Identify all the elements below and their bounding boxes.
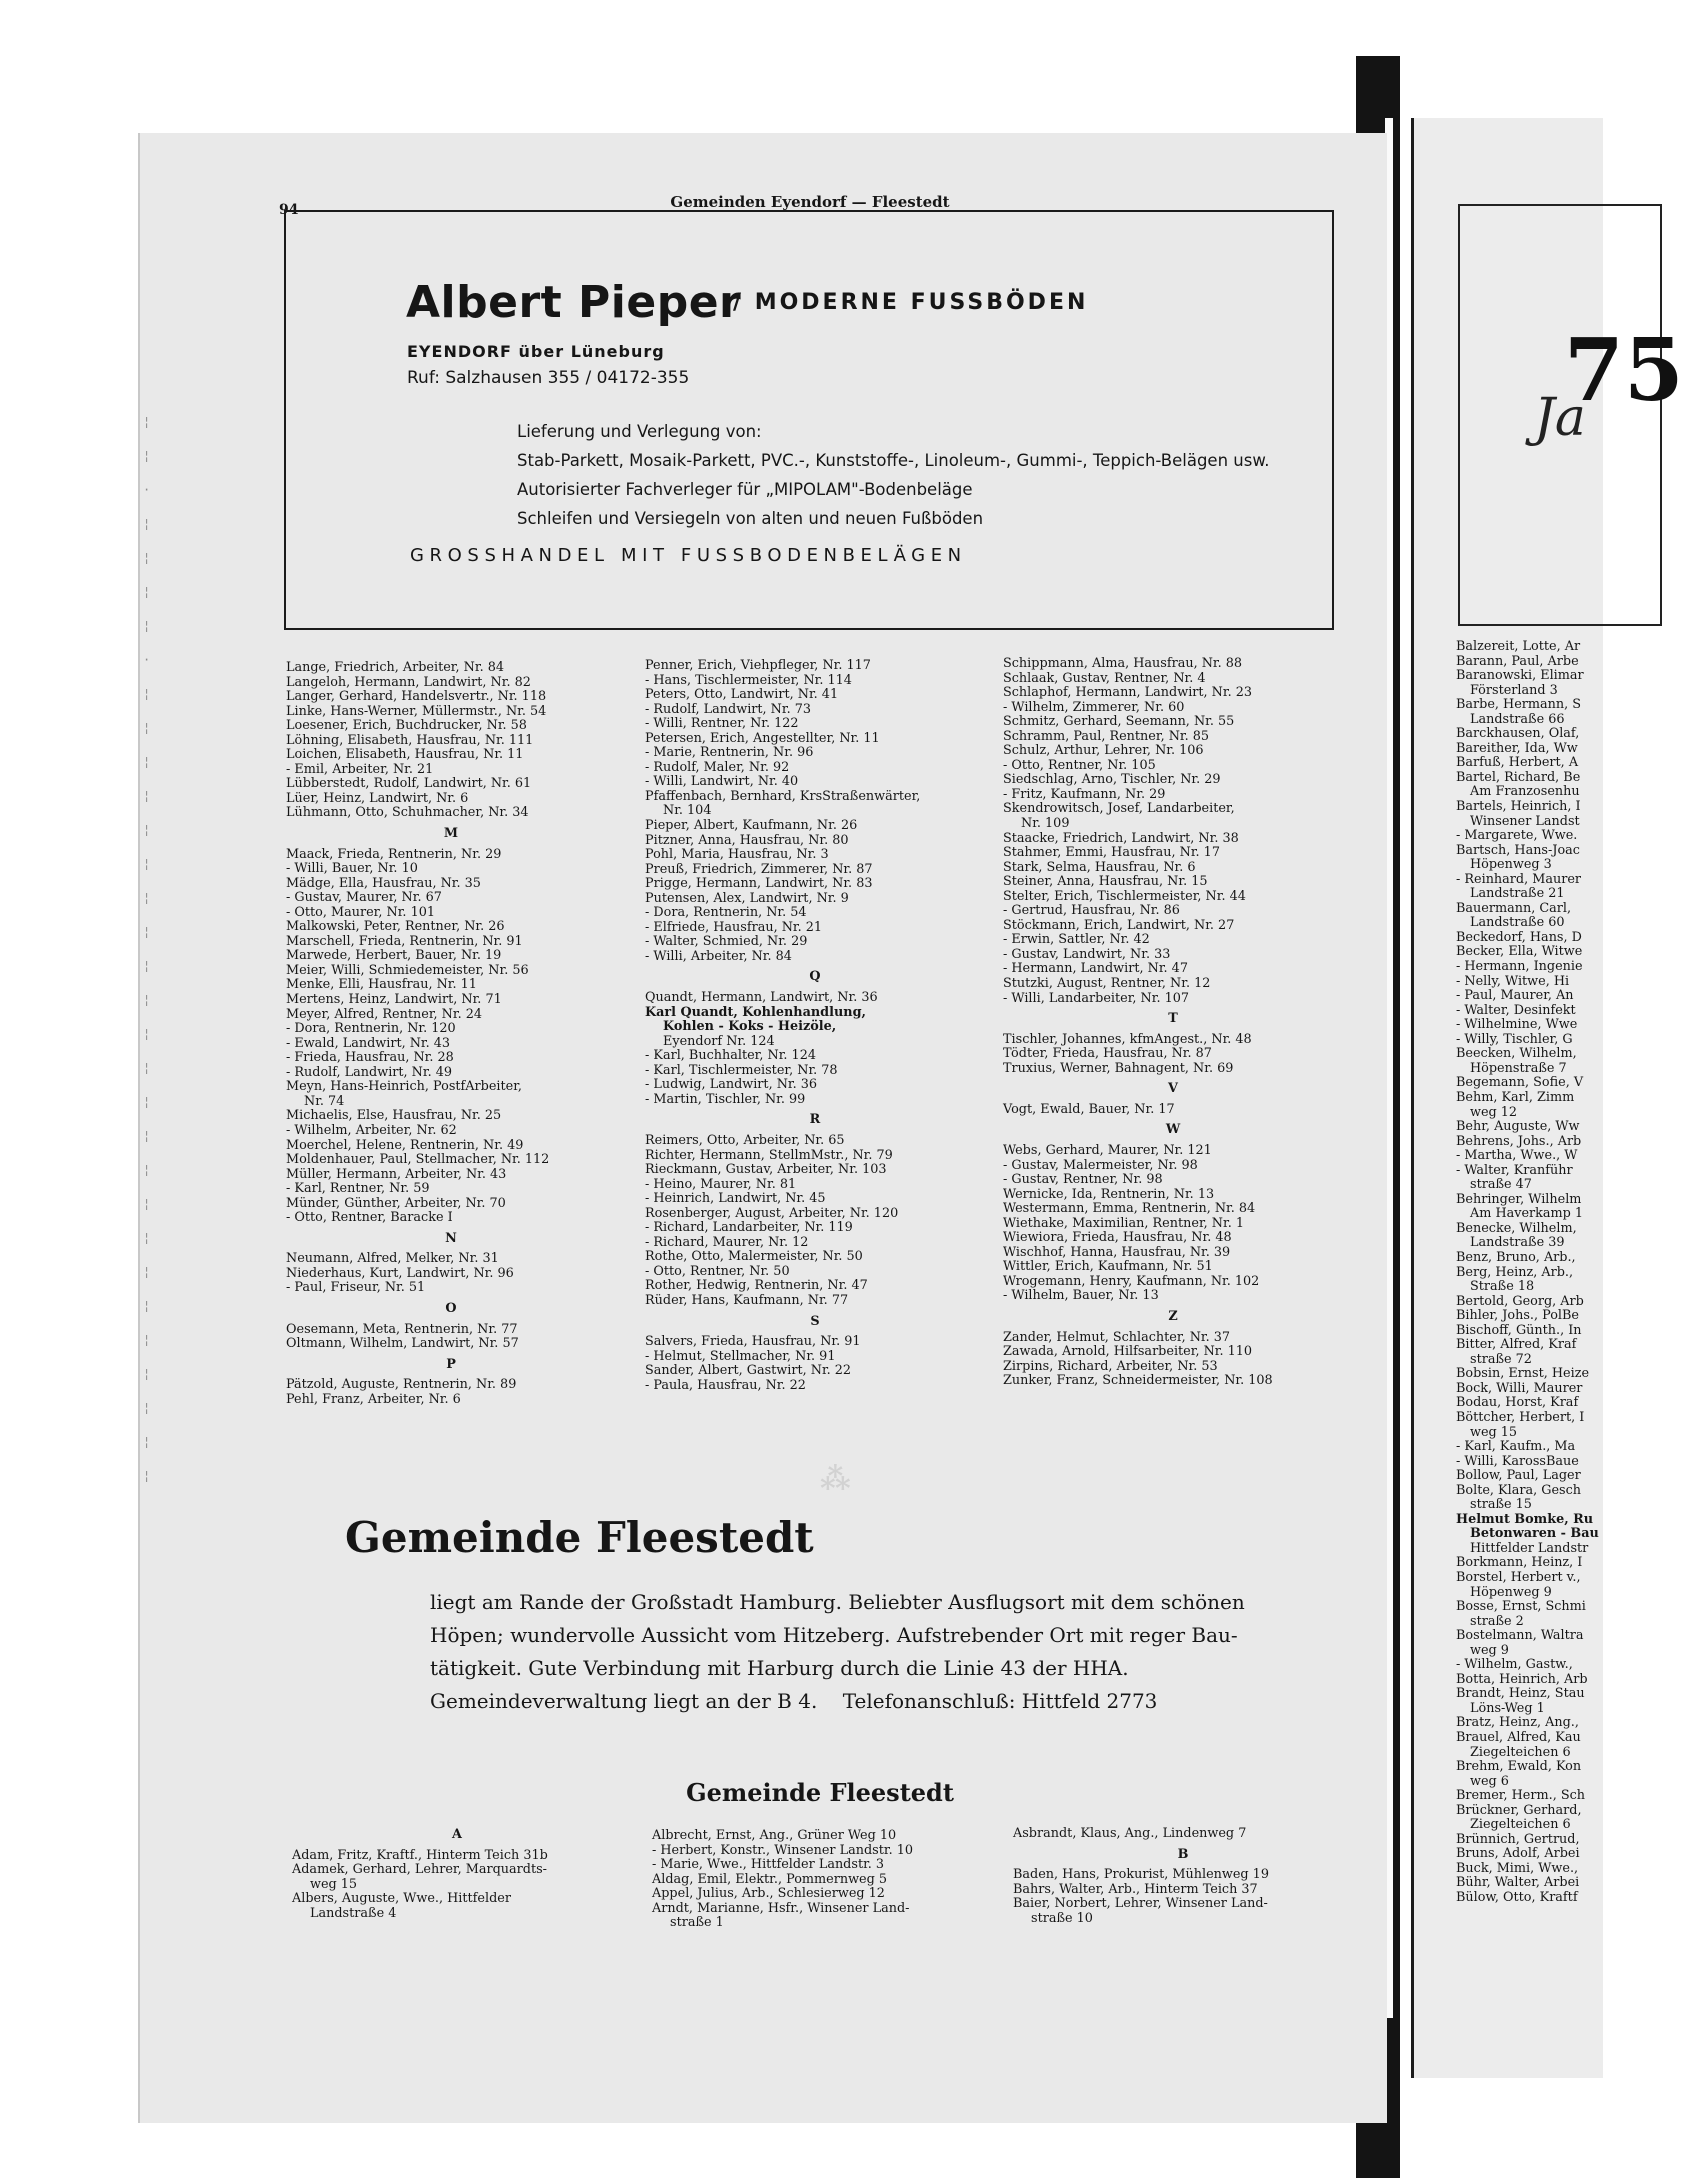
directory-entry: - Hermann, Landwirt, Nr. 47 <box>1003 961 1188 977</box>
directory-entry: Nr. 104 <box>663 803 712 819</box>
directory-entry: Bischoff, Günth., In <box>1456 1322 1582 1338</box>
directory-entry: Rosenberger, August, Arbeiter, Nr. 120 <box>645 1205 899 1221</box>
directory-entry: - Richard, Landarbeiter, Nr. 119 <box>645 1220 853 1236</box>
fleestedt-intro <box>430 1586 1300 1718</box>
directory-entry: - Gustav, Rentner, Nr. 98 <box>1003 1172 1163 1188</box>
page-number: 94 <box>279 202 299 218</box>
directory-entry: - Erwin, Sattler, Nr. 42 <box>1003 932 1150 948</box>
directory-entry: Pätzold, Auguste, Rentnerin, Nr. 89 <box>286 1377 517 1393</box>
directory-entry: Prigge, Hermann, Landwirt, Nr. 83 <box>645 876 873 892</box>
alphabet-heading: T <box>1168 1011 1178 1027</box>
directory-entry: Lüer, Heinz, Landwirt, Nr. 6 <box>286 790 469 806</box>
directory-entry: weg 9 <box>1470 1642 1509 1658</box>
directory-entry: Schulz, Arthur, Lehrer, Nr. 106 <box>1003 743 1204 759</box>
directory-entry: Brehm, Ewald, Kon <box>1456 1759 1582 1775</box>
directory-entry: Meyer, Alfred, Rentner, Nr. 24 <box>286 1006 482 1022</box>
directory-entry: - Willy, Tischler, G <box>1456 1031 1573 1047</box>
directory-entry: Barfuß, Herbert, A <box>1456 755 1579 771</box>
directory-entry: Münder, Günther, Arbeiter, Nr. 70 <box>286 1195 506 1211</box>
directory-entry: - Willi, Landwirt, Nr. 40 <box>645 774 799 790</box>
directory-entry: - Paula, Hausfrau, Nr. 22 <box>645 1377 806 1393</box>
directory-entry: Rüder, Hans, Kaufmann, Nr. 77 <box>645 1292 849 1308</box>
ad-services <box>517 417 1270 533</box>
directory-entry: Winsener Landst <box>1470 813 1580 829</box>
directory-entry: Barann, Paul, Arbe <box>1456 653 1579 669</box>
directory-entry: straße 10 <box>1031 1910 1093 1926</box>
directory-entry: - Margarete, Wwe. <box>1456 828 1578 844</box>
directory-entry: Am Haverkamp 1 <box>1470 1206 1584 1222</box>
directory-entry: Nr. 109 <box>1021 816 1070 832</box>
directory-entry: Eyendorf Nr. 124 <box>663 1033 775 1049</box>
directory-entry: - Wilhelmine, Wwe <box>1456 1017 1578 1033</box>
directory-entry: Marwede, Herbert, Bauer, Nr. 19 <box>286 948 502 964</box>
directory-entry: Stahmer, Emmi, Hausfrau, Nr. 17 <box>1003 845 1220 861</box>
directory-entry: - Otto, Rentner, Nr. 105 <box>1003 757 1156 773</box>
ad-location-text: EYENDORF über Lüneburg <box>407 342 665 361</box>
directory-entry: Bock, Willi, Maurer <box>1456 1380 1583 1396</box>
directory-entry: Petersen, Erich, Angestellter, Nr. 11 <box>645 730 880 746</box>
directory-entry: Helmut Bomke, Ru <box>1456 1511 1594 1527</box>
ad-tagline: / MODERNE FUSSBÖDEN <box>733 290 1089 315</box>
alphabet-heading: S <box>810 1313 820 1329</box>
directory-entry: - Rudolf, Landwirt, Nr. 49 <box>286 1064 453 1080</box>
directory-entry: Bosse, Ernst, Schmi <box>1456 1599 1586 1615</box>
directory-entry: - Karl, Buchhalter, Nr. 124 <box>645 1048 816 1064</box>
directory-entry: Straße 18 <box>1470 1279 1535 1295</box>
directory-entry: Höpenstraße 7 <box>1470 1060 1567 1076</box>
directory-entry: Bahrs, Walter, Arb., Hinterm Teich 37 <box>1013 1881 1258 1897</box>
directory-entry: Bremer, Herm., Sch <box>1456 1788 1586 1804</box>
directory-entry: Stelter, Erich, Tischlermeister, Nr. 44 <box>1003 888 1246 904</box>
directory-entry: Bratz, Heinz, Ang., <box>1456 1715 1579 1731</box>
directory-entry: Lühmann, Otto, Schuhmacher, Nr. 34 <box>286 805 529 821</box>
directory-entry: Tischler, Johannes, kfmAngest., Nr. 48 <box>1003 1031 1252 1047</box>
directory-entry: Brünnich, Gertrud, <box>1456 1831 1580 1847</box>
directory-entry: Ziegelteichen 6 <box>1470 1744 1571 1760</box>
directory-entry: Richter, Hermann, StellmMstr., Nr. 79 <box>645 1147 893 1163</box>
directory-entry: Buck, Mimi, Wwe., <box>1456 1860 1579 1876</box>
directory-entry: Oesemann, Meta, Rentnerin, Nr. 77 <box>286 1321 518 1337</box>
directory-entry: - Wilhelm, Bauer, Nr. 13 <box>1003 1288 1159 1304</box>
directory-entry: - Wilhelm, Zimmerer, Nr. 60 <box>1003 699 1185 715</box>
directory-entry: Peters, Otto, Landwirt, Nr. 41 <box>645 687 839 703</box>
alphabet-heading: M <box>443 826 459 842</box>
directory-entry: weg 6 <box>1470 1773 1509 1789</box>
directory-entry: Langeloh, Hermann, Landwirt, Nr. 82 <box>286 674 531 690</box>
directory-entry: Reimers, Otto, Arbeiter, Nr. 65 <box>645 1132 845 1148</box>
directory-entry: Schlaphof, Hermann, Landwirt, Nr. 23 <box>1003 685 1253 701</box>
directory-entry: Truxius, Werner, Bahnagent, Nr. 69 <box>1003 1060 1234 1076</box>
directory-entry: weg 12 <box>1470 1104 1518 1120</box>
directory-entry: Loichen, Elisabeth, Hausfrau, Nr. 11 <box>286 747 524 763</box>
directory-entry: Quandt, Hermann, Landwirt, Nr. 36 <box>645 990 878 1006</box>
directory-entry: Betonwaren - Bau <box>1470 1526 1599 1542</box>
directory-entry: Behm, Karl, Zimm <box>1456 1089 1575 1105</box>
directory-entry: Wischhof, Hanna, Hausfrau, Nr. 39 <box>1003 1244 1231 1260</box>
fleestedt-column-3 <box>1013 1827 1353 1926</box>
directory-entry: Malkowski, Peter, Rentner, Nr. 26 <box>286 919 505 935</box>
directory-entry: - Fritz, Kaufmann, Nr. 29 <box>1003 786 1166 802</box>
directory-entry: Brückner, Gerhard, <box>1456 1802 1582 1818</box>
directory-entry: - Walter, Desinfekt <box>1456 1002 1576 1018</box>
directory-entry: - Gertrud, Hausfrau, Nr. 86 <box>1003 903 1180 919</box>
directory-entry: weg 15 <box>310 1876 358 1892</box>
directory-entry: - Frieda, Hausfrau, Nr. 28 <box>286 1050 454 1066</box>
directory-entry: Pfaffenbach, Bernhard, KrsStraßenwärter, <box>645 788 921 804</box>
intro-line: tätigkeit. Gute Verbindung mit Harburg durch die Linie 43 der HHA. <box>430 1656 1129 1680</box>
directory-entry: Zawada, Arnold, Hilfsarbeiter, Nr. 110 <box>1003 1344 1253 1360</box>
directory-entry: - Gustav, Maurer, Nr. 67 <box>286 890 442 906</box>
directory-entry: - Marie, Rentnerin, Nr. 96 <box>645 745 814 761</box>
directory-entry: - Wilhelm, Gastw., <box>1456 1657 1573 1673</box>
directory-entry: Rother, Hedwig, Rentnerin, Nr. 47 <box>645 1278 868 1294</box>
directory-entry: - Willi, Bauer, Nr. 10 <box>286 861 418 877</box>
directory-entry: Botta, Heinrich, Arb <box>1456 1671 1588 1687</box>
directory-entry: Moerchel, Helene, Rentnerin, Nr. 49 <box>286 1137 524 1153</box>
alphabet-heading: Z <box>1168 1308 1178 1324</box>
directory-entry: Schramm, Paul, Rentner, Nr. 85 <box>1003 728 1210 744</box>
directory-entry: - Heino, Maurer, Nr. 81 <box>645 1176 797 1192</box>
directory-entry: Landstraße 4 <box>310 1905 397 1921</box>
directory-entry: Preuß, Friedrich, Zimmerer, Nr. 87 <box>645 861 873 877</box>
directory-entry: - Gustav, Landwirt, Nr. 33 <box>1003 946 1171 962</box>
directory-entry: Appel, Julius, Arb., Schlesierweg 12 <box>652 1886 885 1902</box>
directory-entry: Baranowski, Elimar <box>1456 668 1584 684</box>
right-page <box>1411 118 1684 2078</box>
directory-entry: - Marie, Wwe., Hittfelder Landstr. 3 <box>652 1857 885 1873</box>
directory-entry: straße 2 <box>1470 1613 1524 1629</box>
directory-entry: - Willi, KarossBaue <box>1456 1453 1579 1469</box>
directory-entry: Brandt, Heinz, Stau <box>1456 1686 1585 1702</box>
directory-entry: Bartel, Richard, Be <box>1456 769 1581 785</box>
directory-entry: Beecken, Wilhelm, <box>1456 1046 1577 1062</box>
directory-entry: Zander, Helmut, Schlachter, Nr. 37 <box>1003 1329 1231 1345</box>
directory-entry: - Walter, Schmied, Nr. 29 <box>645 934 808 950</box>
directory-entry: - Karl, Rentner, Nr. 59 <box>286 1181 430 1197</box>
directory-entry: Linke, Hans-Werner, Müllermstr., Nr. 54 <box>286 703 547 719</box>
ad-phone: Ruf: Salzhausen 355 / 04172-355 <box>407 368 690 388</box>
directory-entry: - Hermann, Ingenie <box>1456 959 1583 975</box>
directory-entry: - Wilhelm, Arbeiter, Nr. 62 <box>286 1122 457 1138</box>
directory-entry: Nr. 74 <box>304 1093 345 1109</box>
ad-wholesale-line: GROSSHANDEL MIT FUSSBODENBELÄGEN <box>410 545 967 566</box>
directory-entry: Behrens, Johs., Arb <box>1456 1133 1582 1149</box>
directory-entry: - Willi, Landarbeiter, Nr. 107 <box>1003 990 1190 1006</box>
directory-entry: Am Franzosenhu <box>1470 784 1580 800</box>
directory-entry: Löns-Weg 1 <box>1470 1700 1545 1716</box>
directory-entry: Bartels, Heinrich, I <box>1456 799 1581 815</box>
directory-entry: Stark, Selma, Hausfrau, Nr. 6 <box>1003 859 1196 875</box>
directory-entry: Wiethake, Maximilian, Rentner, Nr. 1 <box>1003 1215 1244 1231</box>
directory-entry: - Nelly, Witwe, Hi <box>1456 973 1570 989</box>
directory-entry: - Paul, Maurer, An <box>1456 988 1574 1004</box>
right-page-directory-column <box>1456 640 1656 1906</box>
directory-entry: - Rudolf, Maler, Nr. 92 <box>645 759 790 775</box>
bleed-through-marks: ¦ ¦ · ¦ ¦ ¦ ¦ · ¦ ¦ ¦ ¦ ¦ ¦ ¦ ¦ ¦ ¦ ¦ ¦ ¦ ¦ ¦ ¦ ¦ ¦ ¦ ¦ ¦ ¦ ¦ ¦ <box>143 415 151 1483</box>
directory-entry: Meyn, Hans-Heinrich, PostfArbeiter, <box>286 1079 522 1095</box>
directory-entry: Höpenweg 3 <box>1470 857 1552 873</box>
directory-entry: Lange, Friedrich, Arbeiter, Nr. 84 <box>286 660 504 675</box>
directory-entry: Albers, Auguste, Wwe., Hittfelder <box>292 1891 511 1907</box>
directory-entry: Penner, Erich, Viehpfleger, Nr. 117 <box>645 658 871 673</box>
directory-entry: Oltmann, Wilhelm, Landwirt, Nr. 57 <box>286 1336 519 1352</box>
directory-entry: Bihler, Johs., PolBe <box>1456 1308 1579 1324</box>
directory-entry: Stöckmann, Erich, Landwirt, Nr. 27 <box>1003 917 1235 933</box>
directory-entry: Berg, Heinz, Arb., <box>1456 1264 1574 1280</box>
directory-entry: Westermann, Emma, Rentnerin, Nr. 84 <box>1003 1201 1256 1217</box>
directory-entry: Bühr, Walter, Arbei <box>1456 1875 1580 1891</box>
directory-entry: - Dora, Rentnerin, Nr. 54 <box>645 905 807 921</box>
directory-entry: - Hans, Tischlermeister, Nr. 114 <box>645 672 852 688</box>
directory-entry: - Emil, Arbeiter, Nr. 21 <box>286 761 434 777</box>
directory-entry: Wernicke, Ida, Rentnerin, Nr. 13 <box>1003 1186 1215 1202</box>
directory-entry: - Karl, Tischlermeister, Nr. 78 <box>645 1062 838 1078</box>
directory-entry: Tödter, Frieda, Hausfrau, Nr. 87 <box>1003 1046 1212 1062</box>
directory-entry: Niederhaus, Kurt, Landwirt, Nr. 96 <box>286 1265 514 1281</box>
directory-entry: straße 72 <box>1470 1351 1532 1367</box>
directory-entry: Adam, Fritz, Kraftf., Hinterm Teich 31b <box>292 1847 548 1863</box>
directory-entry: Schmitz, Gerhard, Seemann, Nr. 55 <box>1003 714 1235 730</box>
directory-entry: Höpenweg 9 <box>1470 1584 1552 1600</box>
directory-entry: Karl Quandt, Kohlenhandlung, <box>645 1004 866 1020</box>
directory-entry: - Herbert, Konstr., Winsener Landstr. 10 <box>652 1842 913 1858</box>
directory-entry: Putensen, Alex, Landwirt, Nr. 9 <box>645 890 849 906</box>
alphabet-heading: Q <box>809 969 821 985</box>
directory-entry: - Paul, Friseur, Nr. 51 <box>286 1280 426 1296</box>
directory-entry: Bertold, Georg, Arb <box>1456 1293 1584 1309</box>
intro-line: Gemeindeverwaltung liegt an der B 4. Telefonanschluß: Hittfeld 2773 <box>430 1689 1158 1713</box>
directory-entry: Borkmann, Heinz, I <box>1456 1555 1583 1571</box>
directory-entry: Michaelis, Else, Hausfrau, Nr. 25 <box>286 1108 502 1124</box>
right-page-ad-script: Ja <box>1534 388 1586 448</box>
directory-entry: - Elfriede, Hausfrau, Nr. 21 <box>645 919 823 935</box>
intro-line: liegt am Rande der Großstadt Hamburg. Beliebter Ausflugsort mit dem schönen <box>430 1590 1245 1614</box>
directory-entry: Schlaak, Gustav, Rentner, Nr. 4 <box>1003 670 1206 686</box>
directory-entry: Barckhausen, Olaf, <box>1456 726 1580 742</box>
directory-entry: Stutzki, August, Rentner, Nr. 12 <box>1003 976 1211 992</box>
directory-entry: - Richard, Maurer, Nr. 12 <box>645 1234 809 1250</box>
directory-entry: Benz, Bruno, Arb., <box>1456 1249 1576 1265</box>
fleestedt-heading: Gemeinde Fleestedt <box>345 1513 814 1562</box>
directory-entry: Begemann, Sofie, V <box>1456 1075 1584 1091</box>
directory-entry: Baden, Hans, Prokurist, Mühlenweg 19 <box>1013 1867 1269 1883</box>
directory-entry: Sander, Albert, Gastwirt, Nr. 22 <box>645 1363 852 1379</box>
directory-entry: Löhning, Elisabeth, Hausfrau, Nr. 111 <box>286 732 534 748</box>
directory-entry: Försterland 3 <box>1470 682 1558 698</box>
directory-entry: Bülow, Otto, Kraftf <box>1456 1890 1578 1906</box>
directory-entry: - Heinrich, Landwirt, Nr. 45 <box>645 1191 826 1207</box>
ad-location <box>407 342 665 361</box>
directory-entry: Maack, Frieda, Rentnerin, Nr. 29 <box>286 846 502 862</box>
directory-entry: Landstraße 66 <box>1470 711 1565 727</box>
directory-entry: Siedschlag, Arno, Tischler, Nr. 29 <box>1003 772 1221 788</box>
directory-entry: Landstraße 21 <box>1470 886 1565 902</box>
directory-entry: Vogt, Ewald, Bauer, Nr. 17 <box>1003 1101 1175 1117</box>
alphabet-heading: P <box>446 1356 456 1372</box>
section-title: Gemeinde Fleestedt <box>686 1778 954 1807</box>
directory-entry: Bodau, Horst, Kraf <box>1456 1395 1579 1411</box>
alphabet-heading: O <box>445 1300 457 1316</box>
directory-entry: Bauermann, Carl, <box>1456 900 1572 916</box>
directory-entry: - Martin, Tischler, Nr. 99 <box>645 1091 806 1107</box>
directory-entry: - Dora, Rentnerin, Nr. 120 <box>286 1021 456 1037</box>
directory-entry: Landstraße 39 <box>1470 1235 1565 1251</box>
directory-entry: Benecke, Wilhelm, <box>1456 1220 1577 1236</box>
directory-entry: - Ewald, Landwirt, Nr. 43 <box>286 1035 451 1051</box>
directory-entry: Behr, Auguste, Ww <box>1456 1119 1580 1135</box>
directory-entry: Meier, Willi, Schmiedemeister, Nr. 56 <box>286 962 529 978</box>
directory-entry: Adamek, Gerhard, Lehrer, Marquardts- <box>292 1862 547 1878</box>
directory-entry: Pehl, Franz, Arbeiter, Nr. 6 <box>286 1391 461 1407</box>
ad-company-name: Albert Pieper <box>406 277 742 328</box>
directory-entry: Wrogemann, Henry, Kaufmann, Nr. 102 <box>1003 1273 1260 1289</box>
directory-entry: Bitter, Alfred, Kraf <box>1456 1337 1577 1353</box>
alphabet-heading: W <box>1165 1122 1181 1138</box>
eyendorf-column-1 <box>286 661 616 1407</box>
directory-entry: Staacke, Friedrich, Landwirt, Nr. 38 <box>1003 830 1239 846</box>
intro-line: Höpen; wundervolle Aussicht vom Hitzeberg. Aufstrebender Ort mit reger Bau- <box>430 1623 1238 1647</box>
directory-entry: Zunker, Franz, Schneidermeister, Nr. 108 <box>1003 1373 1273 1389</box>
directory-entry: Bolte, Klara, Gesch <box>1456 1482 1581 1498</box>
directory-entry: - Gustav, Malermeister, Nr. 98 <box>1003 1157 1198 1173</box>
directory-entry: Behringer, Wilhelm <box>1456 1191 1582 1207</box>
directory-entry: Rothe, Otto, Malermeister, Nr. 50 <box>645 1249 863 1265</box>
directory-entry: Asbrandt, Klaus, Ang., Lindenweg 7 <box>1013 1826 1247 1841</box>
directory-entry: Salvers, Frieda, Hausfrau, Nr. 91 <box>645 1334 861 1350</box>
alphabet-heading: N <box>445 1230 457 1246</box>
directory-entry: Becker, Ella, Witwe <box>1456 944 1583 960</box>
directory-entry: Marschell, Frieda, Rentnerin, Nr. 91 <box>286 933 523 949</box>
directory-entry: - Otto, Rentner, Baracke I <box>286 1210 453 1226</box>
directory-entry: - Ludwig, Landwirt, Nr. 36 <box>645 1077 818 1093</box>
directory-entry: Pieper, Albert, Kaufmann, Nr. 26 <box>645 818 858 834</box>
directory-entry: Baier, Norbert, Lehrer, Winsener Land- <box>1013 1896 1268 1912</box>
fleestedt-column-2 <box>652 1829 992 1931</box>
directory-entry: - Rudolf, Landwirt, Nr. 73 <box>645 701 812 717</box>
directory-entry: Hittfelder Landstr <box>1470 1540 1589 1556</box>
directory-entry: Steiner, Anna, Hausfrau, Nr. 15 <box>1003 874 1208 890</box>
alphabet-heading: V <box>1168 1081 1178 1097</box>
directory-entry: Brauel, Alfred, Kau <box>1456 1730 1581 1746</box>
directory-entry: Neumann, Alfred, Melker, Nr. 31 <box>286 1251 499 1267</box>
running-head: Gemeinden Eyendorf — Fleestedt <box>670 193 950 211</box>
alphabet-heading: A <box>452 1827 462 1842</box>
directory-entry: Mädge, Ella, Hausfrau, Nr. 35 <box>286 875 481 891</box>
directory-entry: Moldenhauer, Paul, Stellmacher, Nr. 112 <box>286 1152 550 1168</box>
directory-entry: - Martha, Wwe., W <box>1456 1148 1578 1164</box>
directory-entry: Landstraße 60 <box>1470 915 1565 931</box>
directory-entry: Arndt, Marianne, Hsfr., Winsener Land- <box>652 1900 910 1916</box>
directory-entry: weg 15 <box>1470 1424 1518 1440</box>
directory-entry: Böttcher, Herbert, I <box>1456 1409 1585 1425</box>
ad-service-line: Lieferung und Verlegung von: <box>517 422 762 441</box>
directory-entry: Barbe, Hermann, S <box>1456 697 1582 713</box>
ad-service-line: Stab-Parkett, Mosaik-Parkett, PVC.-, Kunststoffe-, Linoleum-, Gummi-, Teppich-Belägen usw. <box>517 451 1270 470</box>
eyendorf-column-3 <box>1003 657 1343 1389</box>
directory-entry: - Karl, Kaufm., Ma <box>1456 1439 1576 1455</box>
ad-service-line: Schleifen und Versiegeln von alten und neuen Fußböden <box>517 509 984 528</box>
directory-entry: Loesener, Erich, Buchdrucker, Nr. 58 <box>286 718 527 734</box>
directory-entry: Bobsin, Ernst, Heize <box>1456 1366 1590 1382</box>
directory-entry: Zirpins, Richard, Arbeiter, Nr. 53 <box>1003 1358 1218 1374</box>
directory-entry: Rieckmann, Gustav, Arbeiter, Nr. 103 <box>645 1162 887 1178</box>
directory-entry: Lübberstedt, Rudolf, Landwirt, Nr. 61 <box>286 776 532 792</box>
directory-entry: - Otto, Maurer, Nr. 101 <box>286 904 435 920</box>
directory-entry: Skendrowitsch, Josef, Landarbeiter, <box>1003 801 1235 817</box>
directory-entry: Bollow, Paul, Lager <box>1456 1468 1581 1484</box>
directory-entry: Schippmann, Alma, Hausfrau, Nr. 88 <box>1003 656 1243 671</box>
directory-entry: straße 47 <box>1470 1177 1532 1193</box>
directory-entry: Müller, Hermann, Arbeiter, Nr. 43 <box>286 1166 507 1182</box>
directory-entry: Wiewiora, Frieda, Hausfrau, Nr. 48 <box>1003 1230 1232 1246</box>
directory-entry: - Walter, Kranführ <box>1456 1162 1573 1178</box>
directory-entry: - Helmut, Stellmacher, Nr. 91 <box>645 1348 836 1364</box>
alphabet-heading: B <box>1177 1846 1189 1862</box>
directory-entry: - Willi, Arbeiter, Nr. 84 <box>645 948 792 964</box>
directory-entry: straße 15 <box>1470 1497 1532 1513</box>
directory-entry: Beckedorf, Hans, D <box>1456 929 1582 945</box>
directory-entry: Bruns, Adolf, Arbei <box>1456 1846 1580 1862</box>
directory-entry: Langer, Gerhard, Handelsvertr., Nr. 118 <box>286 689 547 705</box>
directory-entry: Albrecht, Ernst, Ang., Grüner Weg 10 <box>652 1828 897 1843</box>
directory-entry: Mertens, Heinz, Landwirt, Nr. 71 <box>286 992 502 1008</box>
directory-entry: - Willi, Rentner, Nr. 122 <box>645 716 799 732</box>
directory-entry: Ziegelteichen 6 <box>1470 1817 1571 1833</box>
bleed-through-text: ⁂ <box>820 1462 851 1497</box>
fleestedt-column-1 <box>292 1822 622 1921</box>
directory-entry: Bareither, Ida, Ww <box>1456 740 1578 756</box>
ad-service-line: Autorisierter Fachverleger für „MIPOLAM"-Bodenbeläge <box>517 480 973 499</box>
directory-entry: Kohlen - Koks - Heizöle, <box>663 1019 837 1035</box>
directory-entry: Borstel, Herbert v., <box>1456 1570 1581 1585</box>
alphabet-heading: R <box>809 1112 821 1128</box>
directory-entry: Bartsch, Hans-Joac <box>1456 842 1580 858</box>
right-page-ad-logo: 75 <box>1564 320 1684 421</box>
directory-entry: - Reinhard, Maurer <box>1456 871 1582 887</box>
directory-entry: straße 1 <box>670 1915 724 1931</box>
directory-entry: Menke, Elli, Hausfrau, Nr. 11 <box>286 977 477 993</box>
eyendorf-column-2 <box>645 659 985 1393</box>
directory-entry: Aldag, Emil, Elektr., Pommernweg 5 <box>652 1871 888 1887</box>
directory-entry: Pohl, Maria, Hausfrau, Nr. 3 <box>645 847 829 863</box>
directory-entry: Bostelmann, Waltra <box>1456 1628 1584 1644</box>
directory-entry: - Otto, Rentner, Nr. 50 <box>645 1263 790 1279</box>
directory-entry: Wittler, Erich, Kaufmann, Nr. 51 <box>1003 1259 1213 1275</box>
directory-entry: Pitzner, Anna, Hausfrau, Nr. 80 <box>645 832 849 848</box>
directory-entry: Webs, Gerhard, Maurer, Nr. 121 <box>1003 1142 1212 1158</box>
directory-entry: Balzereit, Lotte, Ar <box>1456 639 1581 654</box>
